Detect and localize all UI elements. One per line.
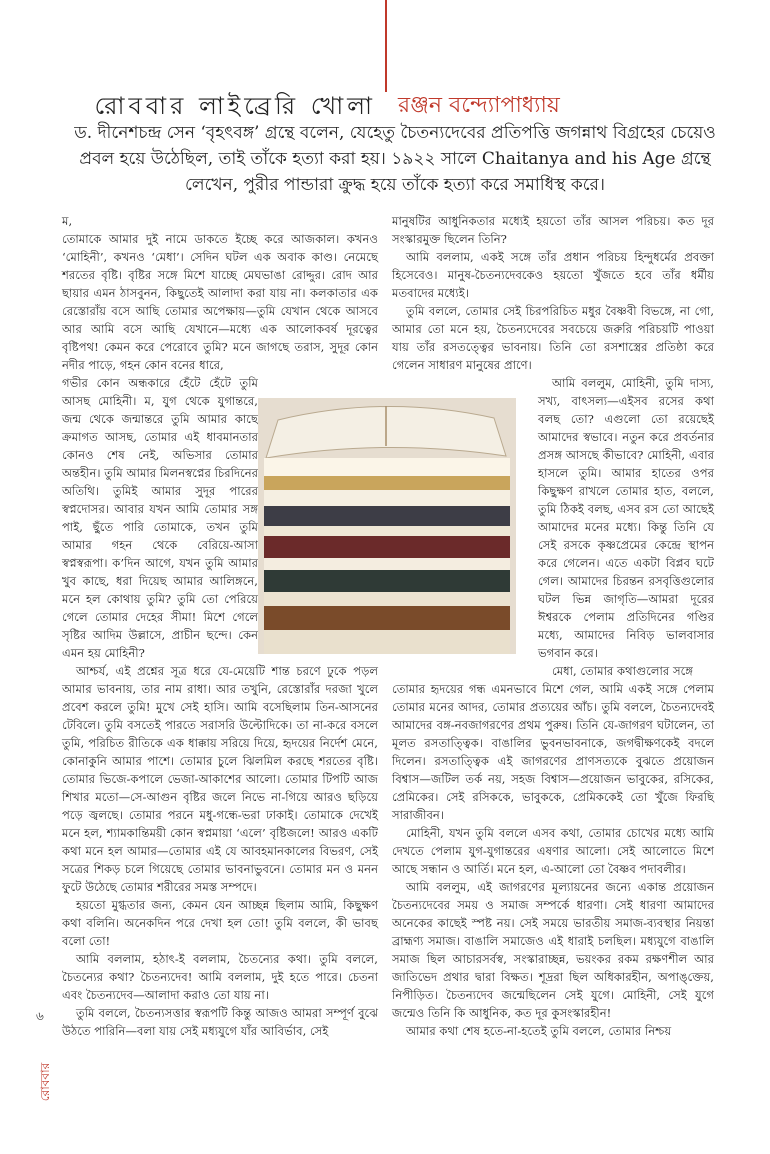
books-stack-photo (258, 398, 516, 654)
salutation: ম, (62, 214, 73, 228)
paragraph: মোহিনী, যখন তুমি বললে এসব কথা, তোমার চোখের মধ্যে আমি দেখতে পেলাম যুগ-যুগান্তরের এষণার আলো। সেই আলোতে মিশে আছে সন্ধান ও আর্তি। মনে হল, এ-আলো তো বৈষ্ণব পদাবলীর। (392, 826, 714, 876)
paragraph-wrapped: মেধা, তোমার কথাগুলোর সঙ্গে (552, 664, 693, 678)
page-folio (36, 1008, 56, 1118)
paragraph: আশ্চর্য, এই প্রশ্নের সূত্র ধরে যে-মেয়েটি শান্ত চরণে ঢুকে পড়ল আমার ভাবনায়, তার নাম রাধা। আর তখুনি, রেস্তোরাঁর দরজা খুলে প্রবেশ করলে তুমি! মুখে সেই হাসি। আমি বসেছিলাম তিন-আসনের টেবিলে। তুমি বসতেই পারতে সরাসরি উল্টোদিকে। তা না-করে বসলে তুমি, পরিচিত রীতিকে এক ধাক্কায় সরিয়ে দিয়ে, হৃদয়ের নির্দেশ মেনে, কোনাকুনি আমার পাশে। তোমার চুলে ঝিলমিল করছে শরতের বৃষ্টি। তোমার ভিজে-কপালে ভেজা-আকাশের আলো। তোমার টিপটি আজ শিখার মতো—সে-আগুন বৃষ্টির জলে নিভে না-গিয়ে আরও ছড়িয়ে পড়ে জ্বলছে। তোমার পরনে মধু-গন্ধে-ভরা ঢাকাই। তোমাকে দেখেই মনে হল, শ্যামকান্তিময়ী কোন স্বপ্নমায়া ‘এলে’ বৃষ্টিজলে! আরও একটি কথা মনে হল আমার—তোমার এই যে আবহমানকালের বিভরণ, সেই সত্রের শিকড় চলে গিয়েছে তোমার ভাবনাভুবনে। তোমার মন ও মনন ফুটে উঠেছে তোমার শরীরের সমস্ত সম্পদে। (62, 664, 378, 894)
paragraph: আমার কথা শেষ হতে-না-হতেই তুমি বললে, তোমার নিশ্চয় (406, 1024, 672, 1038)
paragraph-wrapped: গভীর কোন অন্ধকারে হেঁটে হেঁটে তুমি আসছ মোহিনী। ম, যুগ থেকে যুগান্তরে, জন্ম থেকে জন্মান্তরে তুমি আমার কাছে ক্রমাগত আসছ, তোমার এই ধাবমানতার কোনও শেষ নেই, অভিসার তোমার অন্তহীন। তুমি আমার মিলনস্বপ্নের চিরদিনের অতিথি। তুমিই আমার সুদূর পারের স্বপ্নদোসর। আবার যখন আমি তোমার সঙ্গ পাই, ছুঁতে পারি তোমাকে, তখন তুমি আমার গহন থেকে বেরিয়ে-আসা স্বপ্নস্বরূপা। ক’দিন আগে, যখন তুমি আমার খুব কাছে, ধরা দিয়েছ আমার আলিঙ্গনে, মনে হল কোথায় তুমি? তুমি তো পেরিয়ে গেলে তোমার দেহের সীমা! মিশে গেলে সৃষ্টির আদিম উল্লাসে, প্রাচীন ছন্দে। কেন এমন হয় মোহিনী? (62, 376, 258, 660)
paragraph: আমি বললাম, হঠাৎ-ই বললাম, চৈতন্যের কথা। তুমি বললে, চৈতন্যের কথা? চৈতন্যদেব! আমি বললাম, দুই হতে পারে। চেতনা এবং চৈতন্যদেব—আলাদা করাও তো যায় না। (62, 952, 378, 1002)
magazine-name: রোববার (38, 1062, 53, 1102)
paragraph-wrapped: আমি বললুম, মোহিনী, তুমি দাস্য, সখ্য, বাৎসল্য—এইসব রসের কথা বলছ তো? এগুলো তো রয়েছেই আমাদের স্বভাবে। নতুন করে প্রবর্তনার প্রসঙ্গ আসছে কীভাবে? মোহিনী, এবার হাসলে তুমি। আমার হাতের ওপর কিছুক্ষণ রাখলে তোমার হাত, বললে, তুমি ঠিকই বলছ, এসব রস তো আছেই আমাদের মনের মধ্যে। কিন্তু তিনি যে সেই রসকে কৃষ্ণপ্রেমের কেন্দ্রে স্থাপন করে গেলেন। এতে একটা বিপ্লব ঘটে গেল। আমাদের চিরন্তন রসবৃত্তিগুলোর ঘটল ভিন্ন জাগৃতি—আমরা দূরের ঈশ্বরকে পেলাম প্রতিদিনের গণ্ডির মধ্যে, আমাদের নিবিড় ভালবাসার ভগবান করে। (538, 376, 714, 660)
books-stack-illustration (258, 398, 516, 654)
paragraph: হয়তো মুগ্ধতার জন্য, কেমন যেন আচ্ছন্ন ছিলাম আমি, কিছুক্ষণ কথা বলিনি। অনেকদিন পরে দেখা হল তো! তুমি বললে, কী ভাবছ বলো তো! (62, 898, 378, 948)
column-title: রোববার লাইব্রেরি খোলা (94, 92, 376, 120)
paragraph: তোমাকে আমার দুই নামে ডাকতে ইচ্ছে করে আজকাল। কখনও ‘মোহিনী’, কখনও ‘মেধা’। সেদিন ঘটল এক অবাক কাণ্ড। নেমেছে শরতের বৃষ্টি। বৃষ্টির সঙ্গে মিশে যাচ্ছে মেঘভাঙা রোদ্দুর। রোদ আর ছায়ার এমন ঠাসবুনন, কিছুতেই আলাদা করা যায় না। কলকাতার এক রেস্তোরাঁয় বসে আছি তোমার অপেক্ষায়—তুমি যেখান থেকে আসবে আর আমি বসে আছি যেখানে—মধ্যে এক আলোকবর্ষ দূরত্বের বৃষ্টিপথ! কেমন করে পেরোবে তুমি? মনে জাগছে তরাস, সুদূর কোন নদীর পাড়ে, গহন কোন বনের ধারে, (62, 232, 378, 372)
page-number: ৬ (36, 1009, 44, 1023)
paragraph: আমি বললুম, এই জাগরণের মূল্যায়নের জন্যে একান্ত প্রয়োজন চৈতন্যদেবের সময় ও সমাজ সম্পর্কে ধারণা। সেই ধারণা আমাদের অনেকের কাছেই স্পষ্ট নয়। সেই সময়ে ভারতীয় সমাজ-ব্যবস্থার নিয়ন্তা ব্রাহ্মণ্য সমাজ। বাঙালি সমাজেও এই ধারাই চলছিল। মধ্যযুগে বাঙালি সমাজ ছিল আচারসর্বস্ব, সংস্কারাচ্ছন্ন, ভয়ংকর রকম রক্ষণশীল আর জাতিভেদ প্রথার দ্বারা বিক্ষত। শূদ্ররা ছিল অধিকারহীন, অপাঙ্‌ক্তেয়, নিপীড়িত। চৈতন্যদেব জন্মেছিলেন সেই যুগে। মোহিনী, সেই যুগে জন্মেও তিনি কি আধুনিক, কত দূর কুসংস্কারহীন! (392, 880, 714, 1020)
header-divider-line (385, 0, 387, 92)
paragraph: তোমার হৃদয়ের গন্ধ এমনভাবে মিশে গেল, আমি একই সঙ্গে পেলাম তোমার মনের আদর, তোমার প্রত্যয়ের আঁচ। তুমি বললে, চৈতন্যদেবই আমাদের বঙ্গ-নবজাগরণের প্রথম পুরুষ। তিনি যে-জাগরণ ঘটালেন, তা মূলত রসতাত্ত্বিক। বাঙালির ভুবনভাবনাকে, জগদ্বীক্ষণকেই বদলে দিলেন। রসতাত্ত্বিক এই জাগরণের প্রাণসত্যকে বুঝতে প্রয়োজন বিশ্বাস—জটিল তর্ক নয়, সহজ বিশ্বাস—প্রয়োজন ভাবুকের, রসিকের, প্রেমিকের। সেই রসিককে, ভাবুককে, প্রেমিককেই তো খুঁজে ফিরছি সারাজীবন। (392, 682, 714, 822)
paragraph: আমি বললাম, একই সঙ্গে তাঁর প্রধান পরিচয় হিন্দুধর্মের প্রবক্তা হিসেবেও। মানুষ-চৈতন্যদেবকেও হয়তো খুঁজতে হবে তাঁর ধর্মীয় মতবাদের মধ্যেই। (392, 250, 714, 300)
paragraph: মানুষটির আধুনিকতার মধ্যেই হয়তো তাঁর আসল পরিচয়। কত দূর সংস্কারমুক্ত ছিলেন তিনি? (392, 214, 714, 246)
column-header (0, 88, 770, 122)
standfirst: ড. দীনেশচন্দ্র সেন ‘বৃহৎবঙ্গ’ গ্রন্থে বলেন, যেহেতু চৈতন্যদেবের প্রতিপত্তি জগন্নাথ বিগ্রহের চেয়েও প্রবল হয়ে উঠেছিল, তাই তাঁকে হত্যা করা হয়। ১৯২২ সালে Chaitanya and his Age গ্রন্থে লেখেন, পুরীর পান্ডারা ক্রুদ্ধ হয়ে তাঁকে হত্যা করে সমাধিস্থ করে। (74, 123, 716, 195)
paragraph: তুমি বললে, চৈতন্যসত্তার স্বরূপটি কিন্তু আজও আমরা সম্পূর্ণ বুঝে উঠতে পারিনি—বলা যায় সেই মধ্যযুগে যাঁর আবির্ভাব, সেই (62, 1006, 378, 1038)
author-name: রঞ্জন বন্দ্যোপাধ্যায় (398, 93, 560, 118)
paragraph: তুমি বললে, তোমার সেই চিরপরিচিত মধুর বৈষ্ণবী বিভঙ্গে, না গো, আমার তো মনে হয়, চৈতন্যদেবের সবচেয়ে জরুরি পরিচয়টি পাওয়া যায় তাঁর রসতত্ত্বের ভাবনায়। তিনি তো রসশাস্ত্রের প্রতিষ্ঠা করে গেলেন সাধারণ মানুষের প্রাণে। (392, 304, 714, 372)
